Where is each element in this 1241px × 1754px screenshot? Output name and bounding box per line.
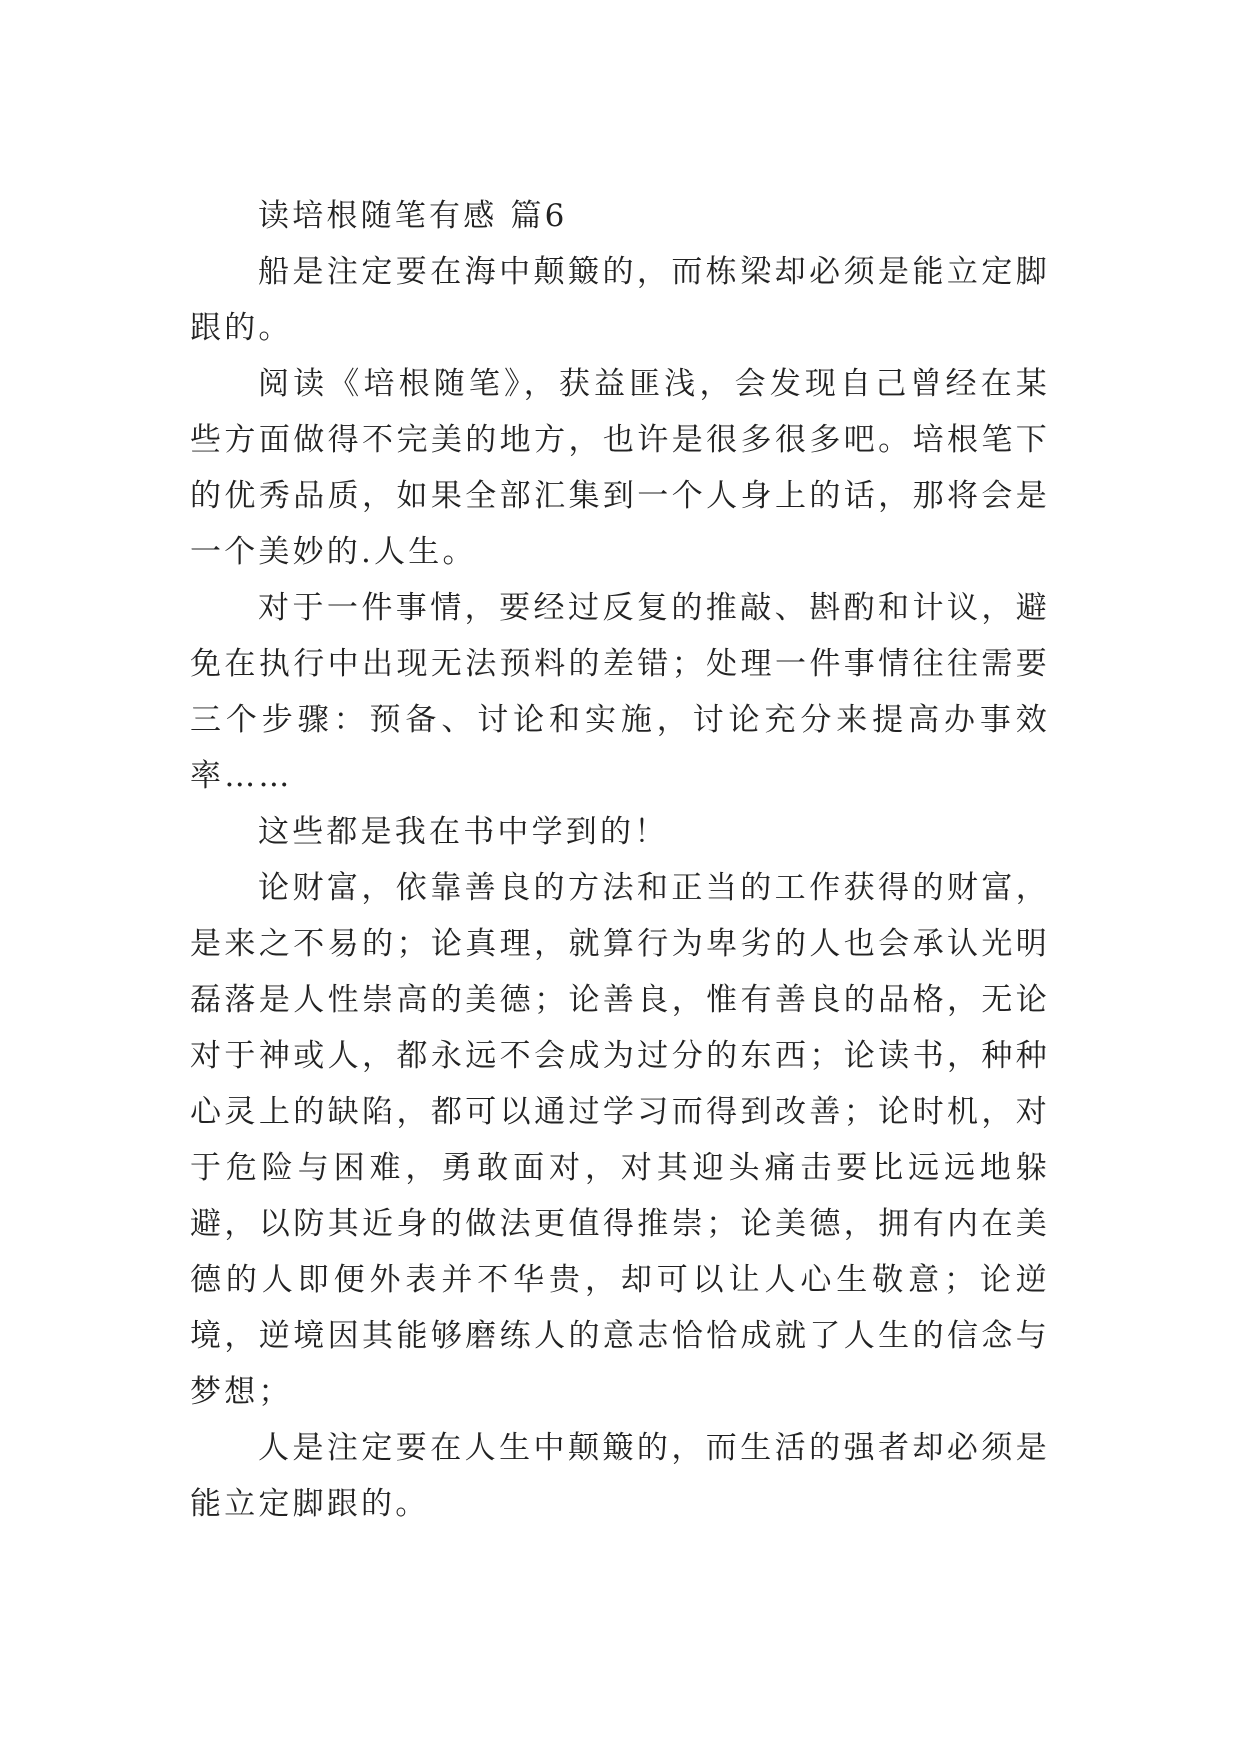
document-body bbox=[190, 188, 1050, 1532]
paragraph-6: 人是注定要在人生中颠簸的，而生活的强者却必须是能立定脚跟的。 bbox=[190, 1430, 1050, 1522]
paragraph-1: 船是注定要在海中颠簸的，而栋梁却必须是能立定脚跟的。 bbox=[190, 254, 1050, 346]
document-title: 读培根随笔有感 篇6 bbox=[258, 198, 568, 234]
paragraph-5: 论财富，依靠善良的方法和正当的工作获得的财富，是来之不易的；论真理，就算行为卑劣的人也会承认光明磊落是人性崇高的美德；论善良，惟有善良的品格，无论对于神或人，都永远不会成为过分的东西；论读书，种种心灵上的缺陷，都可以通过学习而得到改善；论时机，对于危险与困难，勇敢面对，对其迎头痛击要比远远地躲避，以防其近身的做法更值得推崇；论美德，拥有内在美德的人即便外表并不华贵，却可以让人心生敬意；论逆境，逆境因其能够磨练人的意志恰恰成就了人生的信念与梦想； bbox=[190, 870, 1050, 1410]
paragraph-2: 阅读《培根随笔》，获益匪浅，会发现自己曾经在某些方面做得不完美的地方，也许是很多很多吧。培根笔下的优秀品质，如果全部汇集到一个人身上的话，那将会是一个美妙的.人生。 bbox=[190, 366, 1050, 570]
paragraph-4: 这些都是我在书中学到的！ bbox=[258, 814, 669, 850]
paragraph-3: 对于一件事情，要经过反复的推敲、斟酌和计议，避免在执行中出现无法预料的差错；处理一件事情往往需要三个步骤：预备、讨论和实施，讨论充分来提高办事效率…… bbox=[190, 590, 1050, 794]
